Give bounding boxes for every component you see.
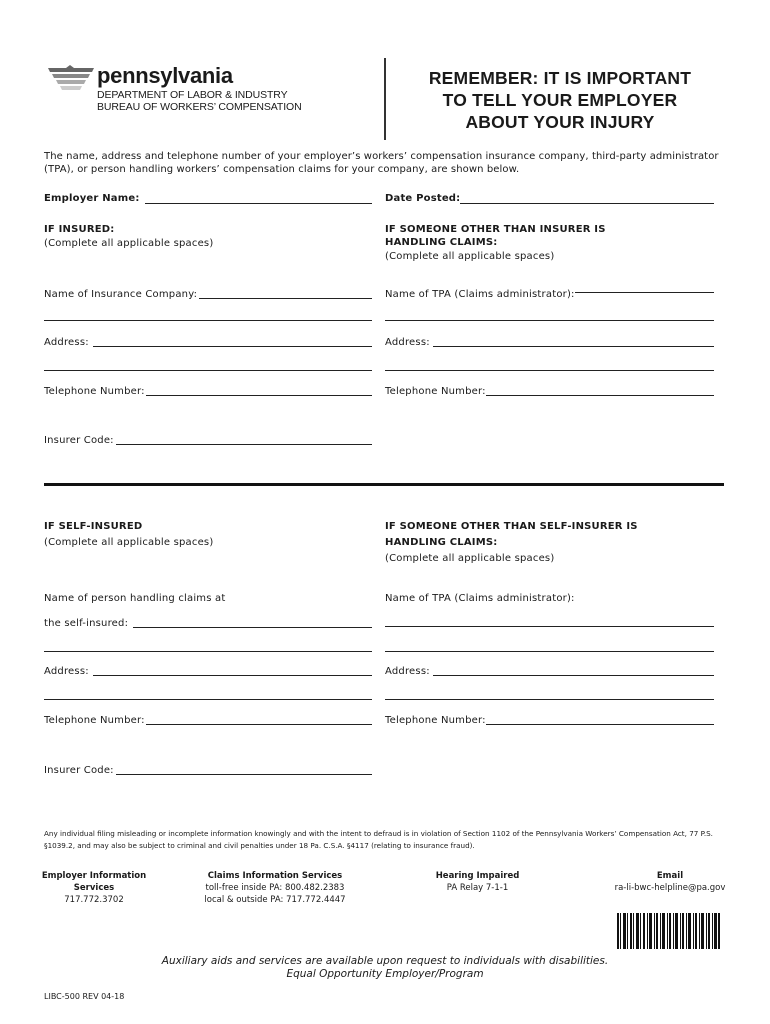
tpa-self-heading-1: IF SOMEONE OTHER THAN SELF-INSURER IS — [385, 521, 638, 532]
claims-info-line-1: toll-free inside PA: 800.482.2383 — [205, 883, 345, 893]
accessibility-line-1: Auxiliary aids and services are available upon request to individuals with disabilities. — [161, 955, 609, 967]
self-insured-person-label-1: Name of person handling claims at — [44, 593, 226, 604]
employer-info-title-1: Employer Information — [41, 871, 147, 881]
barcode-icon — [617, 913, 721, 949]
hearing-impaired-title: Hearing Impaired — [435, 871, 520, 881]
insurance-company-label: Name of Insurance Company: — [44, 289, 198, 300]
self-insured-telephone-label: Telephone Number: — [44, 715, 145, 726]
tpa-self-subheading: (Complete all applicable spaces) — [385, 553, 555, 564]
header-divider — [384, 58, 386, 140]
tpa-self-name-field[interactable] — [385, 626, 714, 627]
employer-info-title-2: Services — [73, 883, 115, 893]
bureau-line: BUREAU OF WORKERS’ COMPENSATION — [97, 101, 302, 113]
tpa-insured-heading-2: HANDLING CLAIMS: — [385, 237, 498, 248]
claims-info-line-2: local & outside PA: 717.772.4447 — [204, 895, 346, 905]
email-contact — [595, 870, 745, 894]
tpa-insured-name-field[interactable] — [575, 292, 714, 293]
accessibility-notice — [0, 955, 770, 981]
insured-telephone-label: Telephone Number: — [44, 386, 145, 397]
insured-insurer-code-field[interactable] — [116, 444, 372, 445]
tpa-insured-name-field-2[interactable] — [385, 320, 714, 321]
tpa-self-telephone-label: Telephone Number: — [385, 715, 486, 726]
form-number: LIBC-500 REV 04-18 — [44, 992, 125, 1001]
insured-address-field-2[interactable] — [44, 370, 372, 371]
tpa-self-name-label: Name of TPA (Claims administrator): — [385, 593, 575, 604]
hearing-impaired-contact — [410, 870, 545, 894]
self-insured-person-label-2: the self-insured: — [44, 618, 129, 629]
tpa-self-address-label: Address: — [385, 666, 430, 677]
intro-paragraph: The name, address and telephone number of your employer’s workers’ compensation insurance company, third-party administrator (TPA), or person handling workers’ compensation claims for your company, are shown below. — [44, 151, 719, 175]
tpa-insured-address-field-2[interactable] — [385, 370, 714, 371]
self-insured-person-field-2[interactable] — [44, 651, 372, 652]
email-title: Email — [656, 871, 684, 881]
tpa-insured-heading-1: IF SOMEONE OTHER THAN INSURER IS — [385, 224, 606, 235]
self-insured-insurer-code-label: Insurer Code: — [44, 765, 114, 776]
fraud-notice: Any individual filing misleading or incomplete information knowingly and with the intent to defraud is in violation of Section 1102 of the Pennsylvania Workers’ Compensation Act, 77 P.S. §1039.2, and may also be subject to criminal and civil penalties under 18 Pa. C.S.A. §4117 (relating to insurance fraud). — [44, 829, 713, 850]
self-insured-telephone-field[interactable] — [146, 724, 372, 725]
employer-name-field[interactable] — [145, 203, 372, 204]
remember-line-2: TO TELL YOUR EMPLOYER — [442, 90, 678, 110]
remember-line-1: REMEMBER: IT IS IMPORTANT — [428, 68, 692, 88]
employer-name-label: Employer Name: — [44, 193, 140, 204]
self-insured-person-field[interactable] — [133, 627, 372, 628]
tpa-self-address-field-2[interactable] — [385, 699, 714, 700]
tpa-insured-name-label: Name of TPA (Claims administrator): — [385, 289, 575, 300]
insurance-company-field-2[interactable] — [44, 320, 372, 321]
date-posted-label: Date Posted: — [385, 193, 461, 204]
tpa-self-name-field-2[interactable] — [385, 651, 714, 652]
self-insured-heading: IF SELF-INSURED — [44, 521, 143, 532]
insured-insurer-code-label: Insurer Code: — [44, 435, 114, 446]
date-posted-field[interactable] — [460, 203, 714, 204]
self-insured-address-label: Address: — [44, 666, 89, 677]
tpa-insured-subheading: (Complete all applicable spaces) — [385, 251, 555, 262]
email-address: ra-li-bwc-helpline@pa.gov — [614, 883, 726, 893]
logo-wordmark: pennsylvania — [97, 63, 233, 88]
accessibility-line-2: Equal Opportunity Employer/Program — [286, 968, 484, 980]
department-name — [97, 89, 302, 113]
remember-heading — [390, 67, 730, 133]
section-divider — [44, 483, 724, 486]
hearing-impaired-line: PA Relay 7-1-1 — [446, 883, 509, 893]
claims-info-title: Claims Information Services — [207, 871, 343, 881]
insured-address-field[interactable] — [93, 346, 372, 347]
tpa-insured-address-label: Address: — [385, 337, 430, 348]
tpa-insured-telephone-label: Telephone Number: — [385, 386, 486, 397]
claims-info-contact — [180, 870, 370, 906]
tpa-insured-address-field[interactable] — [433, 346, 714, 347]
tpa-self-telephone-field[interactable] — [486, 724, 714, 725]
self-insured-insurer-code-field[interactable] — [116, 774, 372, 775]
employer-info-phone: 717.772.3702 — [64, 895, 124, 905]
insured-heading: IF INSURED: — [44, 224, 115, 235]
remember-line-3: ABOUT YOUR INJURY — [465, 112, 655, 132]
self-insured-address-field-2[interactable] — [44, 699, 372, 700]
pennsylvania-keystone-logo-icon — [46, 64, 96, 92]
insured-address-label: Address: — [44, 337, 89, 348]
tpa-self-address-field[interactable] — [433, 675, 714, 676]
tpa-self-heading-2: HANDLING CLAIMS: — [385, 537, 498, 548]
self-insured-subheading: (Complete all applicable spaces) — [44, 537, 214, 548]
insured-telephone-field[interactable] — [146, 395, 372, 396]
department-line: DEPARTMENT OF LABOR & INDUSTRY — [97, 89, 288, 101]
insured-subheading: (Complete all applicable spaces) — [44, 238, 214, 249]
employer-info-contact — [34, 870, 154, 906]
tpa-insured-telephone-field[interactable] — [486, 395, 714, 396]
insurance-company-field[interactable] — [199, 298, 372, 299]
self-insured-address-field[interactable] — [93, 675, 372, 676]
